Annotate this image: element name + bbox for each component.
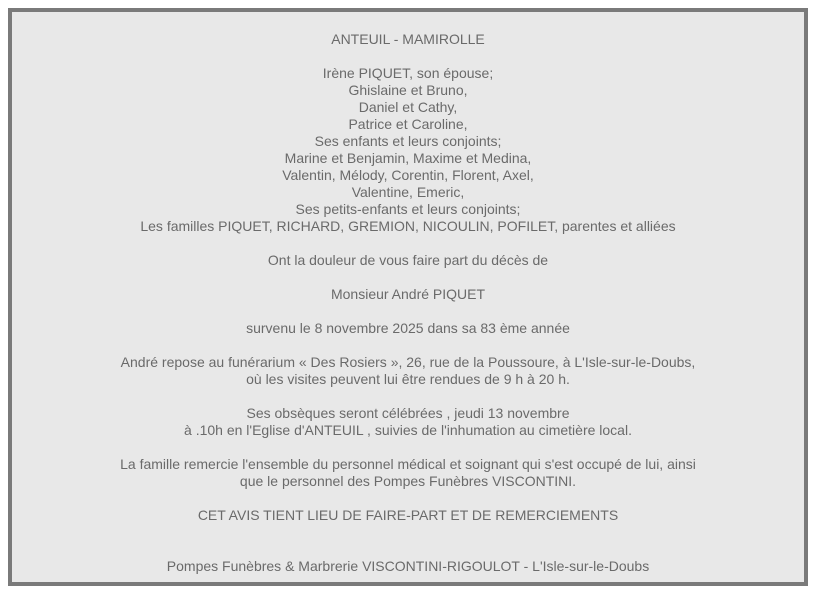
family-line: Daniel et Cathy,	[358, 99, 458, 115]
deceased-block	[12, 286, 804, 303]
thanks-line: La famille remercie l'ensemble du personnel médical et soignant qui s'est occupé de lui, ainsi	[120, 456, 696, 472]
funeral-block	[12, 405, 804, 439]
death-info-block	[12, 320, 804, 337]
announcement-text: Ont la douleur de vous faire part du décès de	[267, 252, 549, 268]
family-line: Patrice et Caroline,	[348, 116, 468, 132]
family-line: Ses petits-enfants et leurs conjoints;	[295, 201, 521, 217]
family-line: Les familles PIQUET, RICHARD, GREMION, NICOULIN, POFILET, parentes et alliées	[140, 218, 676, 234]
family-list	[12, 65, 804, 235]
deceased-name: Monsieur André PIQUET	[330, 286, 486, 302]
funeral-line: Ses obsèques seront célébrées , jeudi 13 novembre	[246, 405, 570, 421]
death-info-text: survenu le 8 novembre 2025 dans sa 83 ème année	[246, 320, 570, 336]
announcement-block	[12, 252, 804, 269]
funeral-home-name: Pompes Funèbres & Marbrerie VISCONTINI-RIGOULOT - L'Isle-sur-le-Doubs	[166, 558, 650, 574]
family-line: Valentine, Emeric,	[351, 184, 465, 200]
location-heading: ANTEUIL - MAMIROLLE	[331, 31, 485, 47]
visitation-line: où les visites peuvent lui être rendues de 9 h à 20 h.	[246, 371, 570, 387]
death-notice-card	[8, 8, 808, 586]
notice-statement: CET AVIS TIENT LIEU DE FAIRE-PART ET DE REMERCIEMENTS	[197, 507, 619, 523]
visitation-block	[12, 354, 804, 388]
funeral-home-block	[12, 558, 804, 575]
thanks-block	[12, 456, 804, 490]
notice-statement-block	[12, 507, 804, 524]
thanks-line: que le personnel des Pompes Funèbres VISCONTINI.	[239, 473, 577, 489]
family-line: Ghislaine et Bruno,	[348, 82, 468, 98]
visitation-line: André repose au funérarium « Des Rosiers », 26, rue de la Poussoure, à L'Isle-sur-le-Doubs,	[120, 354, 696, 370]
death-notice-content	[12, 12, 804, 575]
family-line: Ses enfants et leurs conjoints;	[314, 133, 502, 149]
family-line: Valentin, Mélody, Corentin, Florent, Axel,	[282, 167, 534, 183]
funeral-line: à .10h en l'Eglise d'ANTEUIL , suivies de l'inhumation au cimetière local.	[184, 422, 632, 438]
family-line: Marine et Benjamin, Maxime et Medina,	[284, 150, 532, 166]
family-line: Irène PIQUET, son épouse;	[322, 65, 494, 81]
location-block	[12, 31, 804, 48]
